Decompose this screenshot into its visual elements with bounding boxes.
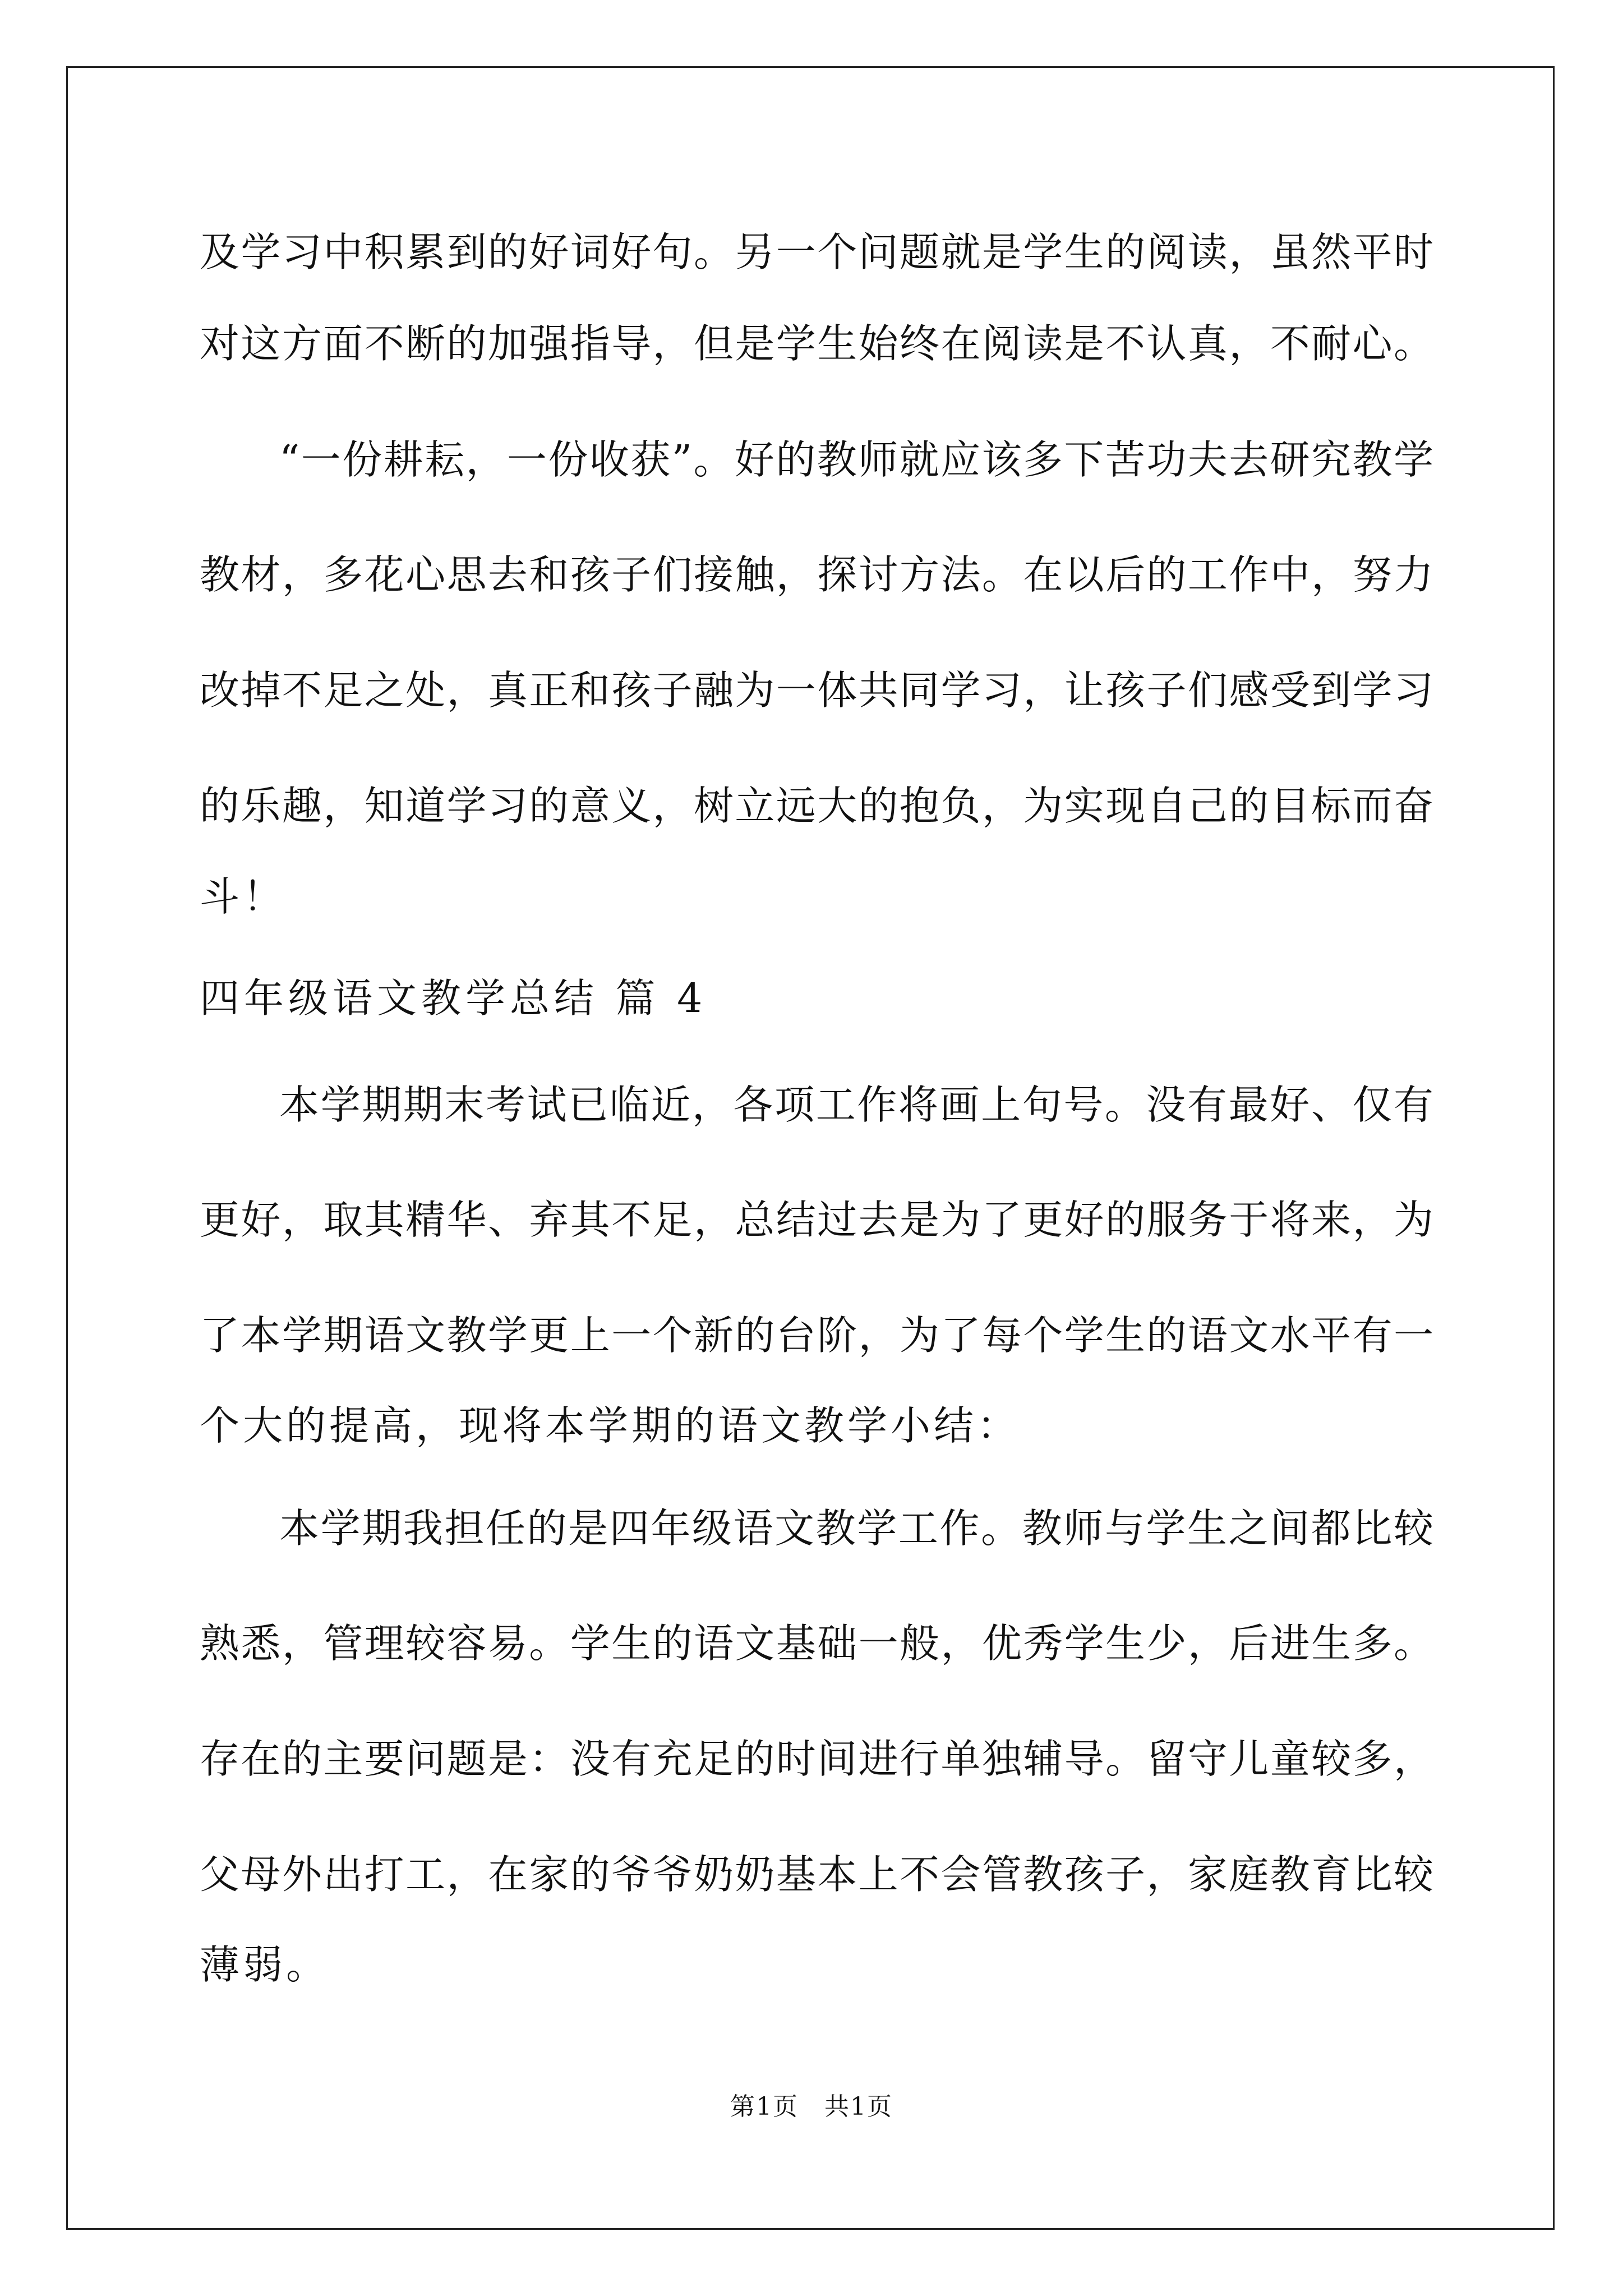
paragraph-4-line-5: 薄弱。 xyxy=(200,1941,330,1988)
paragraph-1-line-1: 及学习中积累到的好词好句。另一个问题就是学生的阅读，虽然平时 xyxy=(200,229,1433,275)
page-footer: 第1页 共1页 xyxy=(730,2092,893,2121)
paragraph-2-line-3: 改掉不足之处，真正和孩子融为一体共同学习，让孩子们感受到学习 xyxy=(200,667,1433,714)
paragraph-4-line-4: 父母外出打工，在家的爷爷奶奶基本上不会管教孩子，家庭教育比较 xyxy=(200,1851,1433,1898)
paragraph-3-line-3: 了本学期语文教学更上一个新的台阶，为了每个学生的语文水平有一 xyxy=(200,1312,1433,1359)
paragraph-2-line-1: “一份耕耘，一份收获”。好的教师就应该多下苦功夫去研究教学 xyxy=(279,436,1433,483)
paragraph-3-line-1: 本学期期末考试已临近，各项工作将画上句号。没有最好、仅有 xyxy=(279,1082,1433,1128)
paragraph-4-line-2: 熟悉，管理较容易。学生的语文基础一般，优秀学生少，后进生多。 xyxy=(200,1620,1433,1667)
section-heading: 四年级语文教学总结 篇 4 xyxy=(200,975,707,1022)
paragraph-3-line-4: 个大的提高，现将本学期的语文教学小结： xyxy=(200,1402,1021,1449)
paragraph-2-line-4: 的乐趣，知道学习的意义，树立远大的抱负，为实现自己的目标而奋 xyxy=(200,783,1433,829)
paragraph-4-line-1: 本学期我担任的是四年级语文教学工作。教师与学生之间都比较 xyxy=(279,1505,1433,1552)
paragraph-3-line-2: 更好，取其精华、弃其不足，总结过去是为了更好的服务于将来，为 xyxy=(200,1197,1433,1243)
page-border xyxy=(66,66,1555,2230)
paragraph-1-line-2: 对这方面不断的加强指导，但是学生始终在阅读是不认真，不耐心。 xyxy=(200,320,1433,367)
paragraph-2-line-5: 斗！ xyxy=(200,873,287,920)
paragraph-4-line-3: 存在的主要问题是：没有充足的时间进行单独辅导。留守儿童较多， xyxy=(200,1736,1433,1782)
paragraph-2-line-2: 教材，多花心思去和孩子们接触，探讨方法。在以后的工作中，努力 xyxy=(200,551,1433,598)
